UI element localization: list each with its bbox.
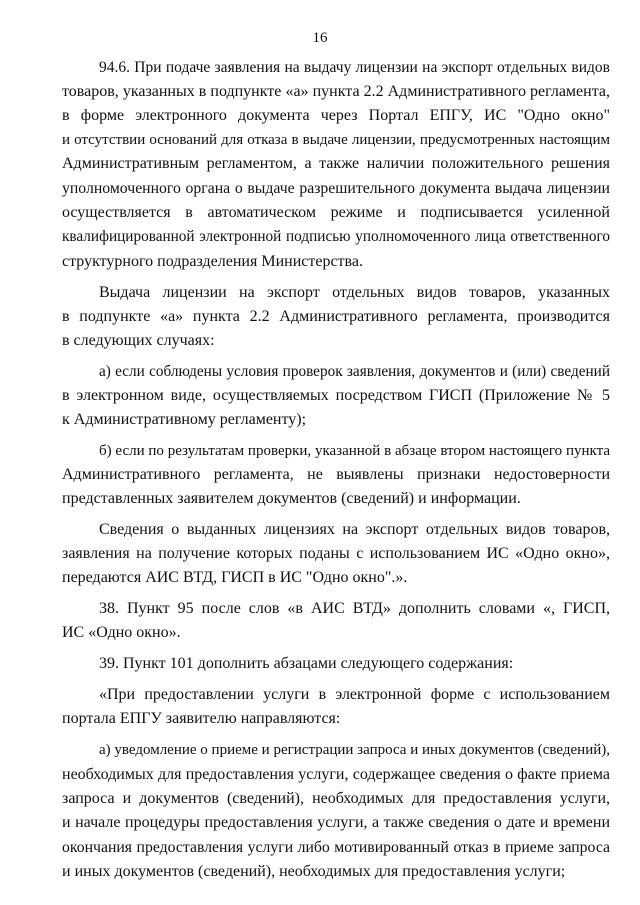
text-line: необходимых для предоставления услуги, содержащее сведения о факте приема [62,766,610,783]
text-line: в следующих случаях: [62,332,215,349]
text-line: б) если по результатам проверки, указанной в абзаце втором настоящего пункта [99,443,610,459]
text-line: окончания предоставления услуги либо мотивированный отказ в приеме запроса [62,839,610,856]
text-line: 39. Пункт 101 дополнить абзацами следующего содержания: [99,655,514,672]
text-line: заявления на получение которых поданы с использованием ИС «Одно окно», [62,545,610,562]
text-line: Выдача лицензии на экспорт отдельных видов товаров, указанных [99,284,610,301]
text-line: в подпункте «а» пункта 2.2 Административного регламента, производится [62,308,610,325]
text-line: Административным регламентом, а также наличии положительного решения [62,155,610,172]
text-line: и отсутствии оснований для отказа в выдаче лицензии, предусмотренных настоящим [62,132,610,148]
text-line: и иных документов (сведений), необходимых для предоставления услуги; [62,863,566,880]
text-line: а) уведомление о приеме и регистрации запроса и иных документов (сведений), [99,742,610,758]
text-line: запроса и документов (сведений), необходимых для предоставления услуги, [62,790,610,807]
text-line: Сведения о выданных лицензиях на экспорт отдельных видов товаров, [99,521,610,538]
text-line: 38. Пункт 95 после слов «в АИС ВТД» дополнить словами «, ГИСП, [99,600,610,617]
text-line: квалифицированной электронной подписью уполномоченного лица ответственного [62,228,610,245]
text-line: в электронном виде, осуществляемых посредством ГИСП (Приложение № 5 [62,387,610,404]
text-line: Административного регламента, не выявлены признаки недостоверности [62,466,610,483]
text-line: ИС «Одно окно». [62,624,181,641]
text-line: осуществляется в автоматическом режиме и подписывается усиленной [62,204,610,221]
text-line: в форме электронного документа через Портал ЕПГУ, ИС "Одно окно" [62,107,610,124]
text-line: портала ЕПГУ заявителю направляются: [62,710,341,727]
text-line: структурного подразделения Министерства. [62,253,363,270]
text-line: уполномоченного органа о выдаче разрешительного документа выдача лицензии [62,180,610,197]
text-line: к Административному регламенту); [62,411,307,428]
text-line: и начале процедуры предоставления услуги, а также сведения о дате и времени [62,814,610,831]
text-line: «При предоставлении услуги в электронной форме с использованием [99,686,610,703]
text-line: а) если соблюдены условия проверок заявления, документов и (или) сведений [99,363,610,380]
text-line: передаются АИС ВТД, ГИСП в ИС "Одно окно".». [62,569,408,586]
text-line: товаров, указанных в подпункте «а» пункта 2.2 Административного регламента, [62,83,610,100]
text-line: 94.6. При подаче заявления на выдачу лицензии на экспорт отдельных видов [99,59,610,76]
text-line: представленных заявителем документов (сведений) и информации. [62,490,521,507]
page-number: 16 [312,30,328,46]
